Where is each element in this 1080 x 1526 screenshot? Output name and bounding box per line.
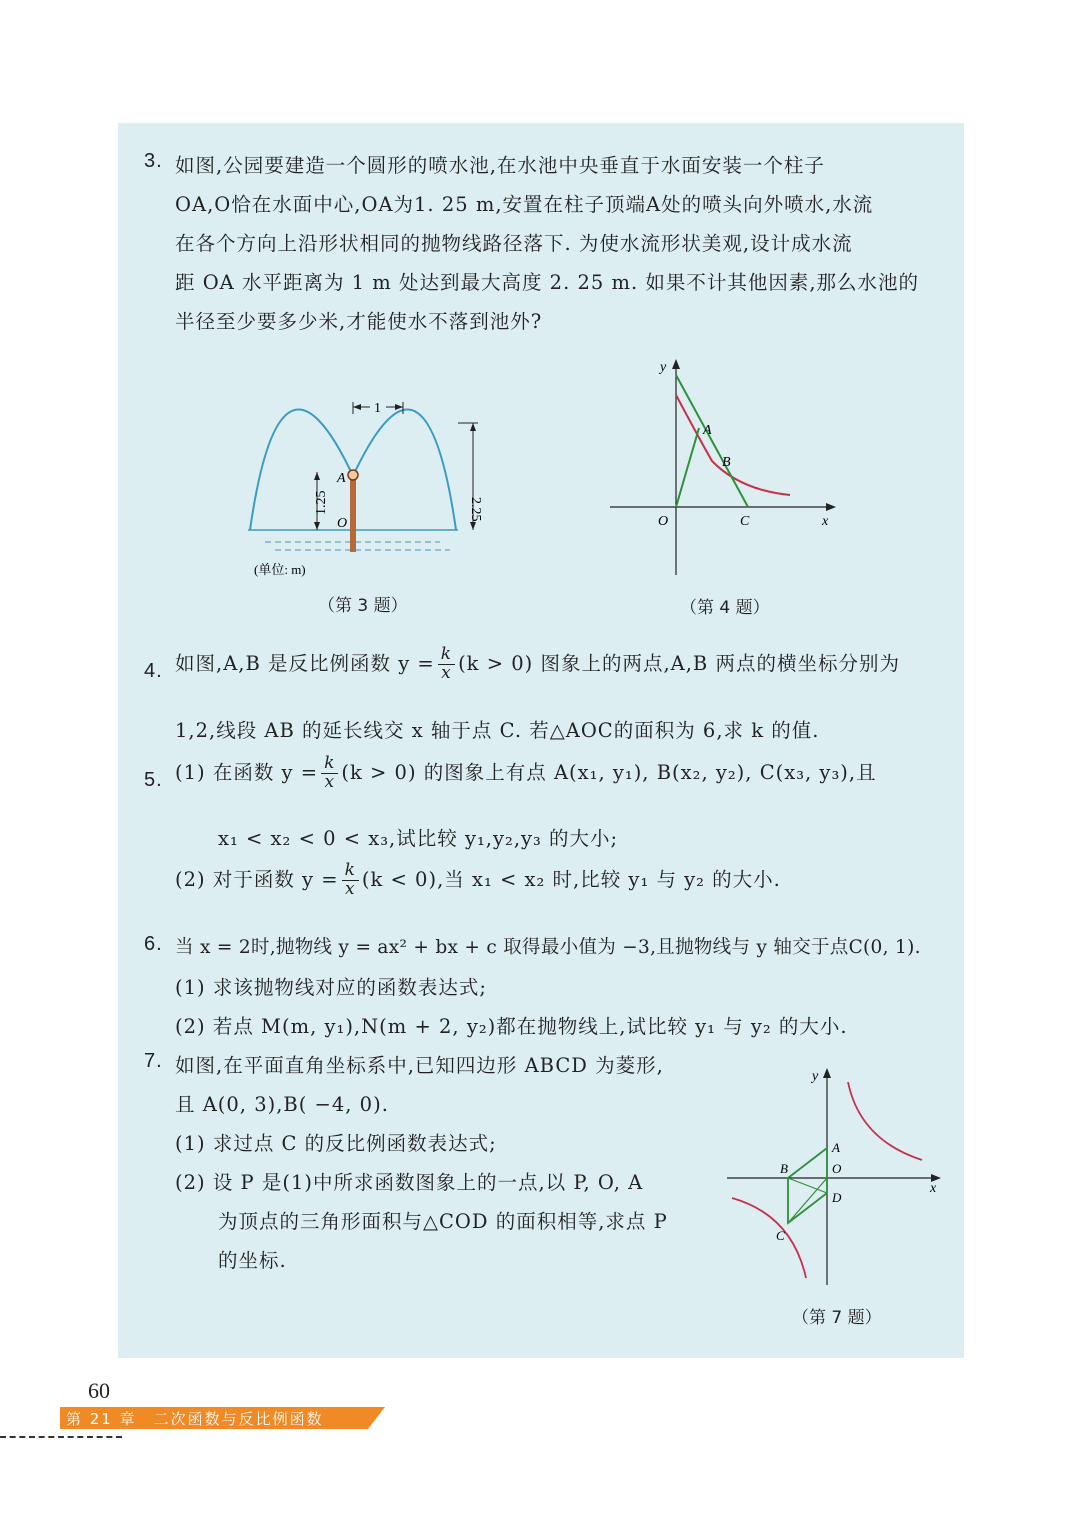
- fountain-left-arc: [250, 410, 353, 530]
- q5-frac1-num: k: [321, 755, 338, 774]
- q4-frac-num: k: [438, 646, 455, 665]
- axis-x-label: x: [822, 514, 829, 529]
- q5-text-a: (1) 在函数 y =: [175, 760, 319, 784]
- fountain-right-arc: [353, 410, 456, 530]
- label-a: A: [337, 471, 346, 486]
- hyperbola-lower-branch: [732, 1198, 806, 1278]
- axis-y-label: y: [812, 1069, 819, 1084]
- pillar-oa: [350, 476, 356, 552]
- axis-y-label: y: [660, 360, 667, 375]
- q6-line-3: (2) 若点 M(m, y₁),N(m + 2, y₂)都在抛物线上,试比较 y₁ 与 y₂ 的大小.: [175, 1015, 848, 1038]
- axis-x-label: x: [930, 1181, 937, 1196]
- label-o: O: [832, 1161, 842, 1176]
- label-c: C: [740, 514, 750, 529]
- q5-line-3: [175, 862, 781, 899]
- footer-dotted-line: [0, 1436, 122, 1438]
- q5-text-c: (2) 对于函数 y =: [175, 867, 339, 891]
- q3-line-3: 在各个方向上沿形状相同的抛物线路径落下. 为使水流形状美观,设计成水流: [175, 232, 853, 255]
- q7-line-5: 为顶点的三角形面积与△COD 的面积相等,求点 P: [218, 1210, 668, 1233]
- label-c: C: [776, 1228, 785, 1243]
- label-o: O: [658, 514, 669, 529]
- q3-number: 3.: [144, 150, 163, 172]
- q7-line-6: 的坐标.: [218, 1249, 287, 1272]
- unit-label: (单位: m): [254, 562, 306, 577]
- q4-frac-den: x: [441, 662, 452, 683]
- q5-text-b: (k > 0) 的图象上有点 A(x₁, y₁), B(x₂, y₂), C(x₃, y₃),且: [341, 760, 877, 784]
- figure-7-caption: （第 7 题）: [792, 1308, 882, 1328]
- q5-line-1: [175, 755, 877, 792]
- figure-7-rhombus: [722, 1060, 952, 1290]
- label-a: A: [703, 423, 712, 438]
- q3-line-1: 如图,公园要建造一个圆形的喷水池,在水池中央垂直于水面安装一个柱子: [175, 154, 825, 177]
- q7-line-3: (1) 求过点 C 的反比例函数表达式;: [175, 1132, 497, 1155]
- label-b: B: [722, 455, 731, 470]
- q7-line-2: 且 A(0, 3),B( −4, 0).: [175, 1093, 389, 1116]
- chapter-title: 第 21 章 二次函数与反比例函数: [66, 1410, 324, 1428]
- q4-line-2: 1,2,线段 AB 的延长线交 x 轴于点 C. 若△AOC的面积为 6,求 k 的值.: [175, 719, 820, 742]
- q7-number: 7.: [144, 1050, 163, 1072]
- dim-1-label: 1: [374, 401, 381, 416]
- q5-fraction-2: [342, 862, 359, 899]
- figure-4-caption: （第 4 题）: [680, 598, 770, 618]
- line-oa: [676, 428, 699, 507]
- q4-text-b: (k > 0) 图象上的两点,A,B 两点的横坐标分别为: [458, 651, 900, 675]
- label-o: O: [337, 516, 348, 531]
- dim-225-label: 2.25: [468, 497, 483, 522]
- q4-fraction: [438, 646, 455, 683]
- q4-text-a: 如图,A,B 是反比例函数 y =: [175, 651, 435, 675]
- q5-frac1-den: x: [324, 771, 336, 792]
- q4-number: 4.: [144, 660, 163, 682]
- hyperbola-upper-branch: [848, 1082, 922, 1160]
- q7-line-4: (2) 设 P 是(1)中所求函数图象上的一点,以 P, O, A: [175, 1171, 644, 1194]
- q6-line-1: 当 x = 2时,抛物线 y = ax² + bx + c 取得最小值为 −3,且抛物线与 y 轴交于点C(0, 1).: [175, 937, 921, 958]
- q7-line-1: 如图,在平面直角坐标系中,已知四边形 ABCD 为菱形,: [175, 1054, 664, 1077]
- page-number: 60: [88, 1378, 110, 1403]
- q4-line-1: [175, 646, 900, 683]
- q5-text-d: (k < 0),当 x₁ < x₂ 时,比较 y₁ 与 y₂ 的大小.: [361, 867, 781, 891]
- q3-line-5: 半径至少要多少米,才能使水不落到池外?: [175, 310, 543, 333]
- q6-number: 6.: [144, 933, 163, 955]
- nozzle-a: [348, 470, 358, 480]
- label-b: B: [780, 1161, 788, 1176]
- q5-frac2-den: x: [344, 878, 356, 899]
- q5-fraction-1: [321, 755, 338, 792]
- dim-125-label: 1.25: [314, 490, 329, 515]
- label-d: D: [832, 1190, 842, 1205]
- figure-3-fountain: [240, 390, 490, 580]
- line-ac: [676, 375, 748, 507]
- q5-frac2-num: k: [342, 862, 359, 881]
- label-a: A: [832, 1140, 840, 1155]
- q5-number: 5.: [144, 769, 163, 791]
- q3-line-2: OA,O恰在水面中心,OA为1. 25 m,安置在柱子顶端A处的喷头向外喷水,水流: [175, 193, 874, 216]
- q3-line-4: 距 OA 水平距离为 1 m 处达到最大高度 2. 25 m. 如果不计其他因素,那么水池的: [175, 271, 920, 294]
- q6-line-2: (1) 求该抛物线对应的函数表达式;: [175, 976, 487, 999]
- q5-line-2: x₁ < x₂ < 0 < x₃,试比较 y₁,y₂,y₃ 的大小;: [218, 827, 619, 850]
- figure-3-caption: （第 3 题）: [318, 596, 408, 616]
- figure-4-inverse-function: [600, 355, 850, 580]
